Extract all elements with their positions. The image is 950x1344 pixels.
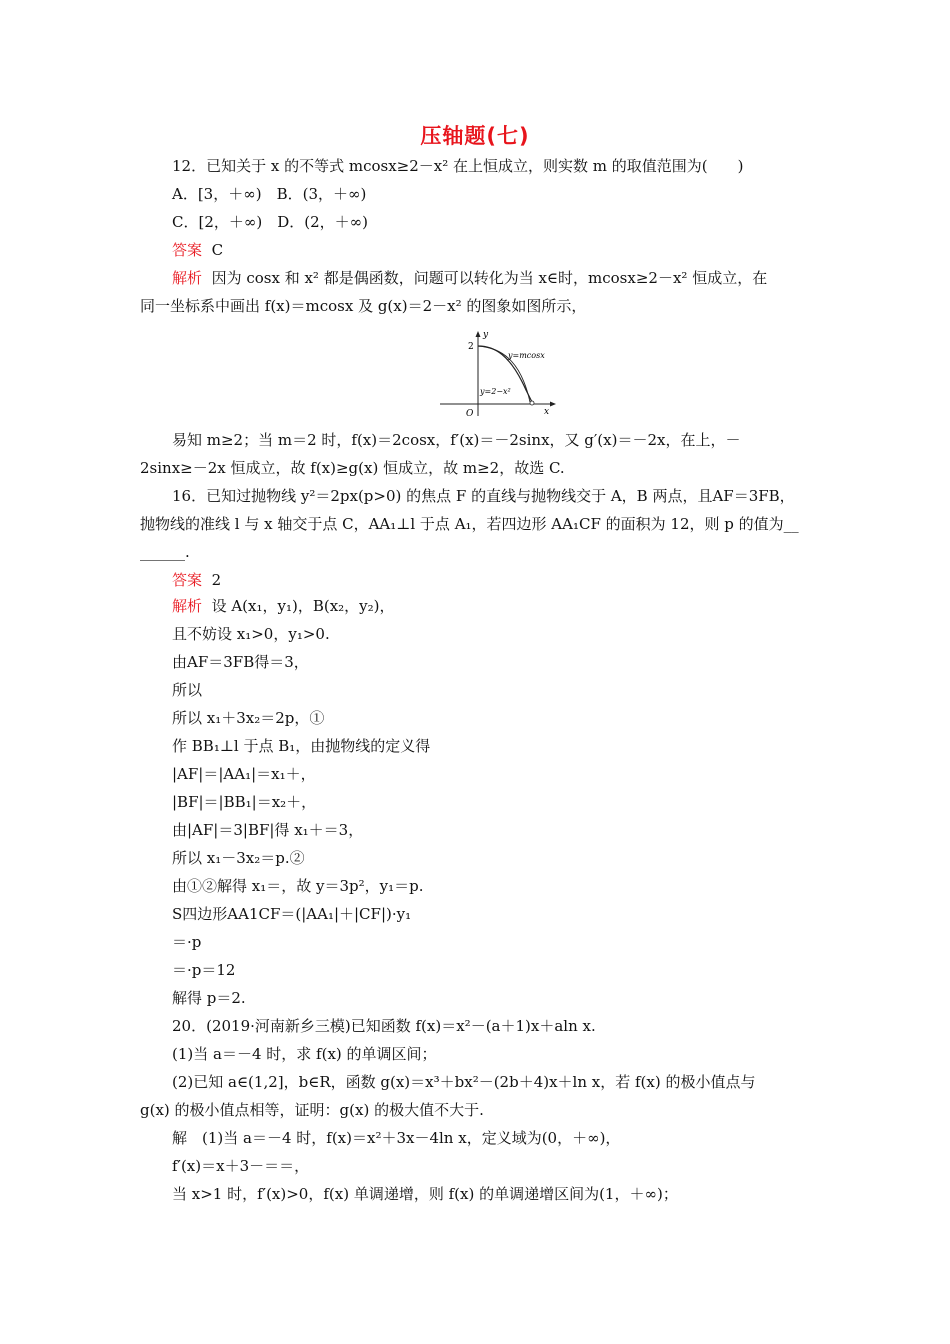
q20-solution-1: 解 (1)当 a＝－4 时，f(x)＝x²＋3x－4ln x，定义域为(0，＋∞)， [172,1129,621,1147]
q16-analysis-line-4: 所以 [172,681,203,699]
q16-analysis-line-9: 由|AF|＝3|BF|得 x₁＋＝3， [172,821,364,839]
q20-stem-4: g(x) 的极小值点相等，证明：g(x) 的极大值不大于. [140,1101,484,1119]
y-axis-label: y [483,330,489,340]
function-graph [436,326,562,418]
q16-stem-1: 16．已知过抛物线 y²＝2px(p>0) 的焦点 F 的直线与抛物线交于 A，B 两点，且AF＝3FB， [172,487,795,505]
q16-analysis-text-1: 设 A(x₁，y₁)，B(x₂，y₂)， [211,597,395,615]
q16-analysis-line-12: S四边形AA1CF＝(|AA₁|＋|CF|)·y₁ [172,905,412,923]
q16-answer-label: 答案 [172,571,203,589]
q12-analysis-text-1: 因为 cosx 和 x² 都是偶函数，问题可以转化为当 x∈时，mcosx≥2－x² 恒成立，在 [211,269,768,287]
q12-analysis-line-1 [172,268,767,288]
q20-stem-3: (2)已知 a∈(1,2]，b∈R，函数 g(x)＝x³＋bx²－(2b＋4)x＋ln x，若 f(x) 的极小值点与 [172,1073,756,1091]
q16-analysis-line-1 [172,596,395,616]
q12-conclusion-2: 2sinx≥－2x 恒成立，故 f(x)≥g(x) 恒成立，故 m≥2，故选 C. [140,459,565,477]
q16-stem-2: 抛物线的准线 l 与 x 轴交于点 C，AA₁⊥l 于点 A₁，若四边形 AA₁CF 的面积为 12，则 p 的值为__ [140,515,799,533]
q20-solution-3: 当 x>1 时，f′(x)>0，f(x) 单调递增，则 f(x) 的单调递增区间为(1，＋∞)； [172,1185,678,1203]
q16-analysis-label: 解析 [172,597,203,615]
q12-answer-label: 答案 [172,241,203,259]
q16-answer: 2 [211,571,222,589]
q16-answer-line [172,570,221,590]
q16-analysis-line-2: 且不妨设 x₁>0，y₁>0. [172,625,330,643]
q20-stem-2: (1)当 a＝－4 时，求 f(x) 的单调区间； [172,1045,437,1063]
q20-solution-2: f′(x)＝x＋3－＝＝， [172,1157,310,1175]
q20-stem-1: 20．(2019·河南新乡三模)已知函数 f(x)＝x²－(a＋1)x＋aln x. [172,1017,596,1035]
q12-answer: C [211,241,224,259]
q16-analysis-line-13: ＝·p [172,933,202,951]
x-axis-arrow-icon [550,402,556,407]
q16-analysis-line-14: ＝·p＝12 [172,961,236,979]
x-axis-label: x [544,407,550,417]
page-title: 压轴题(七) [420,124,530,148]
q16-analysis-line-11: 由①②解得 x₁＝，故 y＝3p²，y₁＝p. [172,877,424,895]
q16-analysis-line-10: 所以 x₁－3x₂＝p.② [172,849,305,867]
q16-analysis-line-6: 作 BB₁⊥l 于点 B₁，由抛物线的定义得 [172,737,431,755]
q12-options-ab: A．[3，＋∞) B．(3，＋∞) [172,185,367,203]
q12-stem: 12．已知关于 x 的不等式 mcosx≥2－x² 在上恒成立，则实数 m 的取值范围为( ) [172,157,744,175]
q16-analysis-line-5: 所以 x₁＋3x₂＝2p，① [172,709,325,727]
q16-analysis-line-7: |AF|＝|AA₁|＝x₁＋， [172,765,316,783]
q16-analysis-line-3: 由AF＝3FB得＝3， [172,653,309,671]
curve-label-parabola: y=2−x² [480,387,511,396]
q12-analysis-label: 解析 [172,269,203,287]
endpoint-marker [530,401,534,405]
q12-answer-line [172,240,223,260]
origin-label: O [466,409,474,418]
q12-conclusion-1: 易知 m≥2；当 m＝2 时，f(x)＝2cosx，f′(x)＝－2sinx，又 g′(x)＝－2x，在上，－ [172,431,741,449]
q16-analysis-line-8: |BF|＝|BB₁|＝x₂＋， [172,793,317,811]
q12-analysis-line-2: 同一坐标系中画出 f(x)＝mcosx 及 g(x)＝2－x² 的图象如图所示， [140,297,587,315]
curve-label-mcosx: y=mcosx [508,351,545,360]
y-axis-arrow-icon [476,331,481,337]
q16-stem-3: ______. [140,543,190,561]
y-tick-2: 2 [468,342,474,352]
q16-analysis-line-15: 解得 p＝2. [172,989,246,1007]
q12-options-cd: C．[2，＋∞) D．(2，＋∞) [172,213,368,231]
